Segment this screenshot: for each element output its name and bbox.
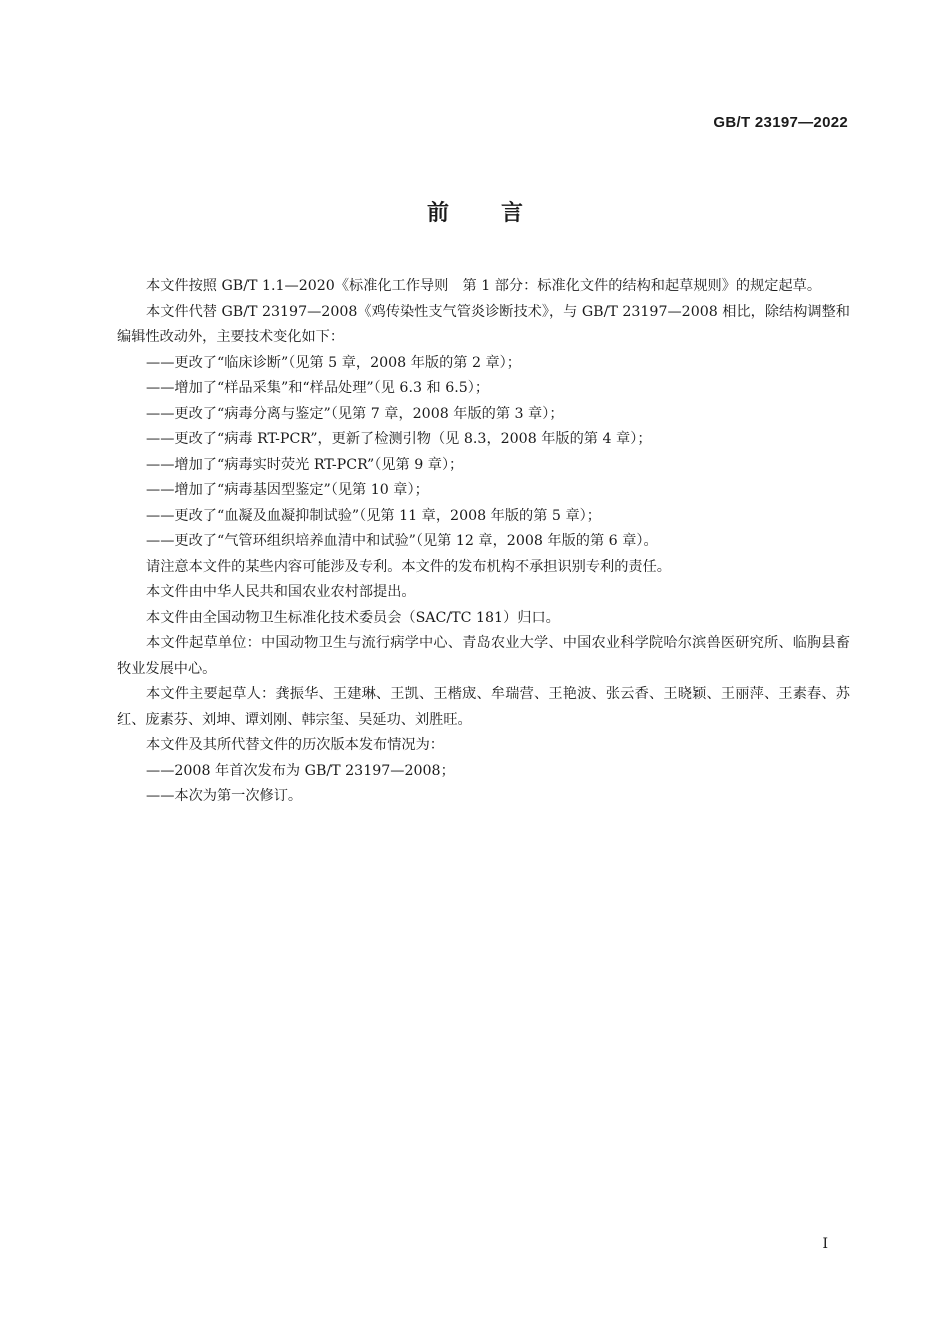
- history-item: ——2008 年首次发布为 GB/T 23197—2008；: [146, 762, 455, 779]
- standard-code: GB/T 23197—2022: [713, 114, 848, 131]
- drafting-basis-paragraph: 本文件按照 GB/T 1.1—2020《标准化工作导则 第 1 部分：标准化文件的结构和起草规则》的规定起草。: [146, 278, 822, 294]
- change-item: ——更改了“血凝及血凝抑制试验”（见第 11 章，2008 年版的第 5 章）；: [146, 507, 601, 524]
- change-item: ——更改了“病毒 RT-PCR”，更新了检测引物（见 8.3，2008 年版的第 4 章）；: [146, 431, 652, 447]
- change-item: ——增加了“样品采集”和“样品处理”（见 6.3 和 6.5）；: [146, 380, 490, 396]
- change-item: ——增加了“病毒实时荧光 RT-PCR”（见第 9 章）；: [146, 456, 464, 473]
- page-title: 前言: [426, 201, 575, 226]
- proposed-by: 本文件由中华人民共和国农业农村部提出。: [146, 584, 416, 600]
- change-item: ——更改了“病毒分离与鉴定”（见第 7 章，2008 年版的第 3 章）；: [146, 405, 564, 422]
- administered-by: 本文件由全国动物卫生标准化技术委员会（SAC/TC 181）归口。: [146, 609, 560, 626]
- history-intro: 本文件及其所代替文件的历次版本发布情况为：: [146, 737, 444, 753]
- patent-notice: 请注意本文件的某些内容可能涉及专利。本文件的发布机构不承担识别专利的责任。: [146, 558, 671, 575]
- change-item: ——更改了“气管环组织培养血清中和试验”（见第 12 章，2008 年版的第 6 章）。: [146, 533, 658, 549]
- foreword-body: [117, 274, 850, 810]
- page-number: I: [822, 1236, 828, 1252]
- changes-list: [117, 351, 850, 555]
- replacement-paragraph: 本文件代替 GB/T 23197—2008《鸡传染性支气管炎诊断技术》，与 GB/T 23197—2008 相比，除结构调整和编辑性改动外，主要技术变化如下：: [117, 303, 850, 345]
- change-item: ——增加了“病毒基因型鉴定”（见第 10 章）；: [146, 482, 429, 498]
- change-item: ——更改了“临床诊断”（见第 5 章，2008 年版的第 2 章）；: [146, 354, 521, 371]
- drafters: 本文件主要起草人：龚振华、王建琳、王凯、王楷宬、牟瑞营、王艳波、张云香、王晓颖、王丽萍、王素春、苏红、庞素芬、刘坤、谭刘刚、韩宗玺、吴延功、刘胜旺。: [117, 686, 850, 728]
- history-list: [117, 759, 850, 810]
- history-item: ——本次为第一次修订。: [146, 788, 303, 804]
- drafting-units: 本文件起草单位：中国动物卫生与流行病学中心、青岛农业大学、中国农业科学院哈尔滨兽医研究所、临朐县畜牧业发展中心。: [117, 635, 850, 677]
